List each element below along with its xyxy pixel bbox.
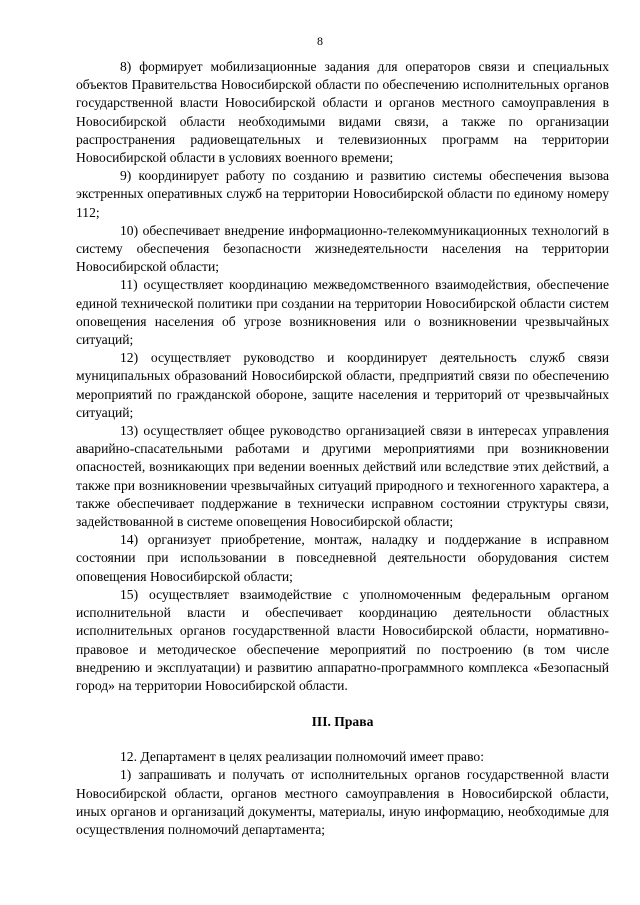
list-item-14: 14) организует приобретение, монтаж, наладку и поддержание в исправном состоянии при использовании в повседневной деятельности оборудования систем оповещения Новосибирской области; xyxy=(76,532,609,584)
list-item-10: 10) обеспечивает внедрение информационно-телекоммуникационных технологий в систему обеспечения безопасности жизнедеятельности населения на территории Новосибирской области; xyxy=(76,222,609,275)
section-intro: 12. Департамент в целях реализации полномочий имеет право: xyxy=(120,749,484,765)
rights-item-1: 1) запрашивать и получать от исполнительных органов государственной власти Новосибирской области, органов местного самоуправления в Новосибирской области, иных органов и организаций документы, материалы, иную информацию, необходимые для осуществления полномочий департамента; xyxy=(76,767,609,837)
list-item-8: 8) формирует мобилизационные задания для операторов связи и специальных объектов Правительства Новосибирской области по обеспечению исполнительных органов государственной власти Новосибирской области и органов местного самоуправления в Новосибирской области необходимыми видами связи, а также по организации распространения радиовещательных и телевизионных программ на территории Новосибирской области в условиях военного времени; xyxy=(76,59,609,166)
list-item-11: 11) осуществляет координацию межведомственного взаимодействия, обеспечение единой технической политики при создании на территории Новосибирской области систем оповещения населения об угрозе возникновения или о возникновении чрезвычайных ситуаций; xyxy=(76,277,609,348)
document-body xyxy=(76,58,609,839)
list-item-15: 15) осуществляет взаимодействие с уполномоченным федеральным органом исполнительной власти и обеспечивает координацию деятельности областных исполнительных органов государственной власти Новосибирской области, нормативно-правовое и методическое обеспечение мероприятий по построению (в том числе внедрению и эксплуатации) и развитию аппаратно-программного комплекса «Безопасный город» на территории Новосибирской области. xyxy=(76,586,609,693)
list-item-9: 9) координирует работу по созданию и развитию системы обеспечения вызова экстренных оперативных служб на территории Новосибирской области по единому номеру 112; xyxy=(76,168,609,220)
list-item-12: 12) осуществляет руководство и координирует деятельность служб связи муниципальных образований Новосибирской области, предприятий связи по обеспечению мероприятий по гражданской обороне, защите населения и территорий от чрезвычайных ситуаций; xyxy=(76,350,609,420)
list-item-13: 13) осуществляет общее руководство организацией связи в интересах управления аварийно-спасательными работами и другими мероприятиями при возникновении опасностей, возникающих при ведении военных действий или вследствие этих действий, а также при возникновении чрезвычайных ситуаций природного и техногенного характера, а также обеспечивает поддержание в технически исправном состоянии структуры связи, задействованной в системе оповещения Новосибирской области; xyxy=(76,423,609,530)
page-number: 8 xyxy=(317,34,323,48)
section-heading: III. Права xyxy=(311,714,374,730)
